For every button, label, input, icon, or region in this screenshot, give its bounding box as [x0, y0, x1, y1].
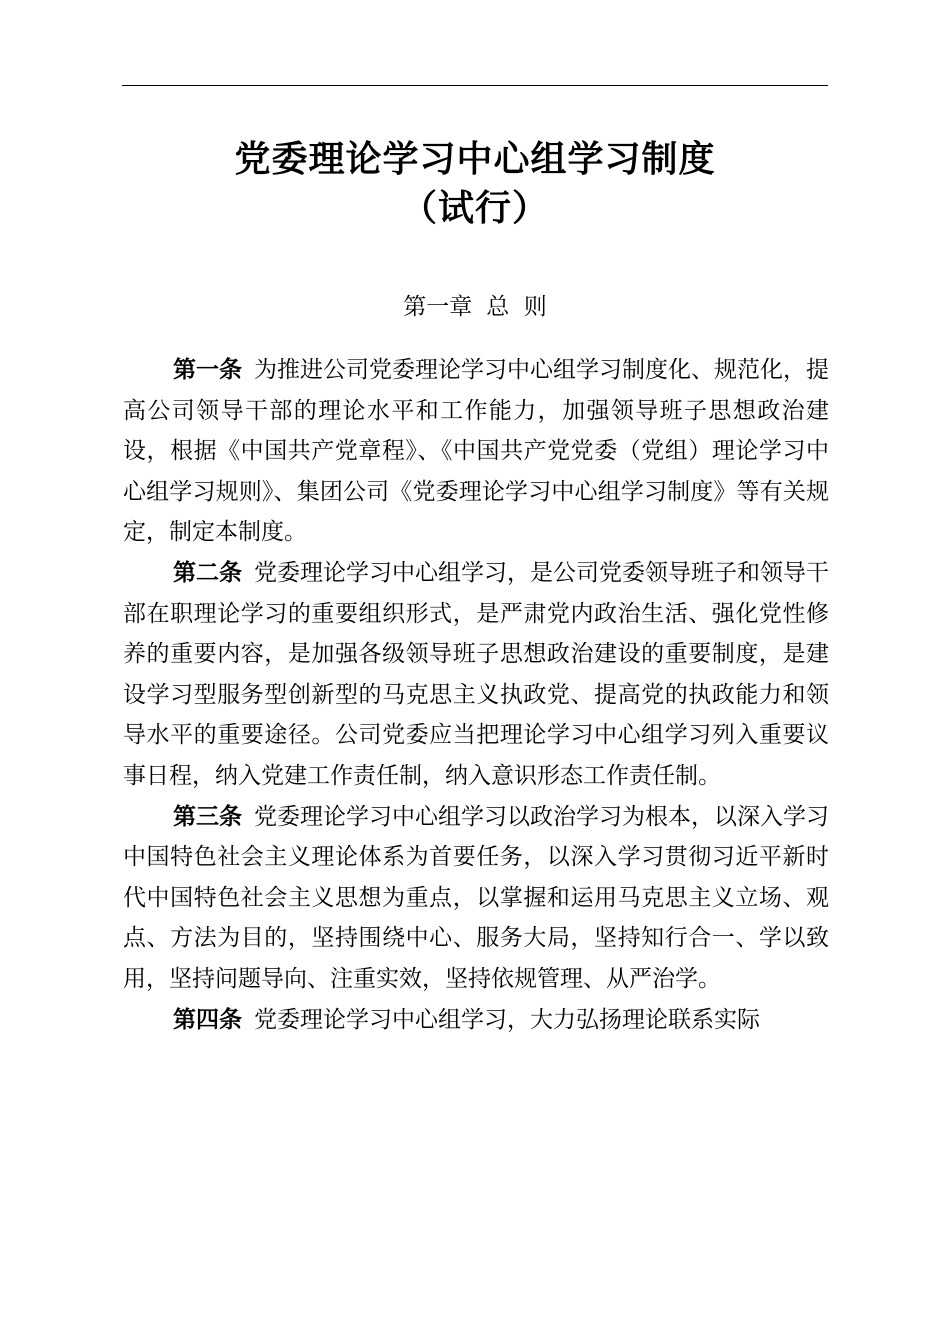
- document-subtitle: （试行）: [400, 187, 549, 229]
- document-title: 党委理论学习中心组学习制度: [234, 138, 716, 180]
- article-label: 第二条: [173, 559, 242, 586]
- article-3: [123, 797, 829, 1000]
- article-1: [123, 350, 829, 553]
- article-4: [123, 1000, 829, 1041]
- article-text: 党委理论学习中心组学习以政治学习为根本，以深入学习中国特色社会主义理论体系为首要任务，以深入学习贯彻习近平新时代中国特色社会主义思想为重点，以掌握和运用马克思主义立场、观点、方法为目的，坚持围绕中心、服务大局，坚持知行合一、学以致用，坚持问题导向、注重实效，坚持依规管理、从严治学。: [123, 803, 829, 992]
- article-label: 第一条: [173, 357, 242, 383]
- document-body: [123, 350, 829, 1040]
- article-text: 党委理论学习中心组学习，是公司党委领导班子和领导干部在职理论学习的重要组织形式，是严肃党内政治生活、强化党性修养的重要内容，是加强各级领导班子思想政治建设的重要制度，是建设学习型服务型创新型的马克思主义执政党、提高党的执政能力和领导水平的重要途径。公司党委应当把理论学习中心组学习列入重要议事日程，纳入党建工作责任制，纳入意识形态工作责任制。: [123, 559, 829, 789]
- article-label: 第四条: [173, 1006, 242, 1033]
- article-text: 为推进公司党委理论学习中心组学习制度化、规范化，提高公司领导干部的理论水平和工作能力，加强领导班子思想政治建设，根据《中国共产党章程》、《中国共产党党委（党组）理论学习中心组学习规则》、集团公司《党委理论学习中心组学习制度》等有关规定，制定本制度。: [123, 357, 829, 546]
- chapter-name: 总 则: [486, 294, 547, 320]
- chapter-number: 第一章: [403, 294, 473, 320]
- header-rule: [122, 85, 828, 86]
- chapter-heading: [0, 296, 950, 319]
- article-2: [123, 553, 829, 797]
- article-text: 党委理论学习中心组学习，大力弘扬理论联系实际: [254, 1006, 760, 1033]
- article-label: 第三条: [173, 803, 242, 830]
